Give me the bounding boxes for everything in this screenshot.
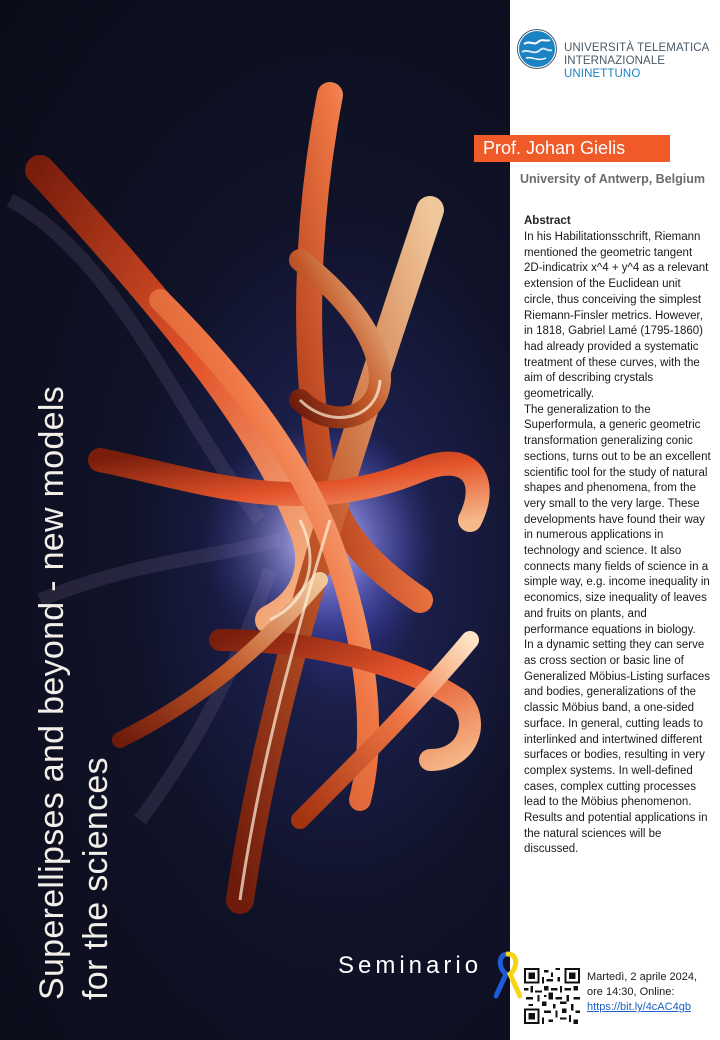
poster-title (30, 386, 118, 1000)
university-name-accent: UNINETTUNO (564, 68, 641, 80)
event-date: Martedì, 2 aprile 2024, (587, 971, 698, 983)
university-logo (516, 28, 716, 80)
abstract-paragraph: The generalization to the Superformula, a generic geometric transformation generalizing conic sections, turns out to be an excellent scientific tool for the study of natural shapes and phenomena, from the very small to the very large. These developments have found their way in numerous applications in technology and science. It also connects many fields of science in a simple way, e.g. income inequality in economics, size inequality of leaves and fruits on plants, and performance equations in biology. (524, 403, 711, 636)
event-time: ore 14:30, Online: (587, 986, 675, 998)
poster-title-line-1: Superellipses and beyond - new models (33, 385, 71, 1000)
university-name-line-1: UNIVERSITÀ TELEMATICA (564, 42, 710, 54)
poster-title-line-2: for the sciences (77, 757, 115, 1000)
university-name-part: INTERNAZIONALE (564, 55, 666, 67)
ukraine-ribbon-icon (494, 950, 522, 1000)
speaker-affiliation: University of Antwerp, Belgium (520, 172, 705, 186)
abstract-heading: Abstract (524, 215, 571, 227)
abstract-paragraph: In his Habilitationsschrift, Riemann mentioned the geometric tangent 2D-indicatrix x^4 + y^4 as a relevant extension of the Euclidean unit circle, thus conceiving the simplest Riemann-Finsler metrics. However, in 1818, Gabriel Lamé (1795-1860) had already provided a systematic treatment of these curves, with the aim of describing crystals geometrically. (524, 231, 709, 401)
abstract-text (524, 230, 712, 858)
abstract-paragraph: In a dynamic setting they can serve as cross section or basic line of Generalized Möbius-Listing surfaces and bodies, generalizations of the classic Möbius band, a one-sided surface. In general, cutting leads to interlinked and intertwined different surfaces or bodies, resulting in very complex systems. In well-defined cases, complex cutting processes lead to the Möbius phenomenon. Results and potential applications in the natural sciences will be discussed. (524, 639, 711, 856)
university-name (564, 42, 716, 81)
university-name-line-2 (564, 55, 716, 81)
qr-code[interactable] (524, 968, 580, 1024)
event-link[interactable]: https://bit.ly/4cAC4gb (587, 1001, 691, 1013)
seminar-label: Seminario (338, 952, 483, 979)
globe-logo-icon (516, 28, 558, 70)
speaker-name-banner: Prof. Johan Gielis (474, 135, 670, 162)
event-details (587, 970, 717, 1015)
